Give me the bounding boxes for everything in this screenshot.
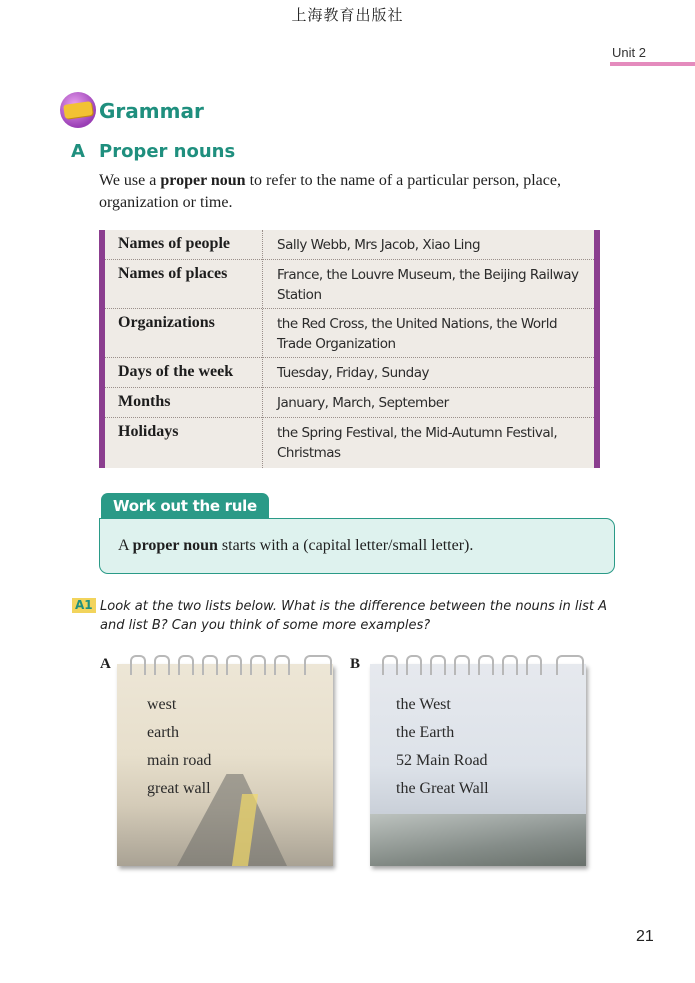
- rule-text: A proper noun starts with a (capital letter/small letter).: [118, 537, 474, 554]
- ring-icon: [454, 655, 470, 675]
- ring-icon: [250, 655, 266, 675]
- ring-icon: [502, 655, 518, 675]
- table-examples: the Red Cross, the United Nations, the World Trade Organization: [277, 316, 558, 352]
- table-category: Organizations: [118, 314, 215, 331]
- list-item: 52 Main Road: [396, 752, 488, 769]
- proper-noun-table: [99, 230, 600, 468]
- ring-icon: [130, 655, 146, 675]
- list-item: west: [147, 696, 177, 713]
- list-item: the Earth: [396, 724, 455, 741]
- ring-icon: [430, 655, 446, 675]
- list-item: earth: [147, 724, 179, 741]
- table-category: Days of the week: [118, 363, 234, 380]
- ring-icon: [154, 655, 170, 675]
- page-number: 21: [636, 928, 654, 945]
- table-category: Names of people: [118, 235, 230, 252]
- ring-icon: [406, 655, 422, 675]
- table-category: Holidays: [118, 423, 179, 440]
- list-item: great wall: [147, 780, 211, 797]
- table-examples: Tuesday, Friday, Sunday: [277, 365, 430, 381]
- table-row: [105, 309, 594, 358]
- ring-icon: [526, 655, 542, 675]
- ring-icon: [274, 655, 290, 675]
- table-examples: January, March, September: [277, 395, 449, 411]
- list-item: the Great Wall: [396, 780, 489, 797]
- ring-icon: [382, 655, 398, 675]
- table-category: Months: [118, 393, 171, 410]
- subsection-title: Proper nouns: [99, 141, 236, 162]
- table-examples: Sally Webb, Mrs Jacob, Xiao Ling: [277, 237, 481, 253]
- ring-icon: [556, 655, 584, 675]
- list-a-note: [117, 664, 333, 866]
- unit-label: Unit 2: [612, 45, 646, 60]
- table-row: [105, 418, 594, 468]
- table-examples: the Spring Festival, the Mid-Autumn Festival, Christmas: [277, 425, 558, 461]
- section-title: Grammar: [99, 99, 204, 123]
- list-item: main road: [147, 752, 212, 769]
- ring-icon: [202, 655, 218, 675]
- ring-icon: [226, 655, 242, 675]
- list-b-letter: B: [350, 656, 361, 672]
- table-row: [105, 388, 594, 418]
- table-row: [105, 260, 594, 309]
- list-item: the West: [396, 696, 451, 713]
- rule-tab: Work out the rule: [101, 493, 269, 519]
- table-examples: France, the Louvre Museum, the Beijing Railway Station: [277, 267, 579, 303]
- ring-icon: [178, 655, 194, 675]
- table-row: [105, 230, 594, 260]
- intro-paragraph: We use a proper noun to refer to the name of a particular person, place, organization or time.: [99, 172, 561, 211]
- table-category: Names of places: [118, 265, 228, 282]
- subsection-letter: A: [71, 141, 85, 162]
- great-wall-image: [370, 814, 586, 866]
- table-row: [105, 358, 594, 388]
- unit-bar: [610, 62, 695, 66]
- list-b-note: [370, 664, 586, 866]
- exercise-label: A1: [72, 598, 96, 613]
- exercise-instruction: Look at the two lists below. What is the difference between the nouns in list A and list B? Can you think of some more examples?: [100, 599, 608, 633]
- ring-icon: [304, 655, 332, 675]
- ring-icon: [478, 655, 494, 675]
- list-a-letter: A: [100, 656, 111, 672]
- publisher-name: 上海教育出版社: [291, 6, 404, 24]
